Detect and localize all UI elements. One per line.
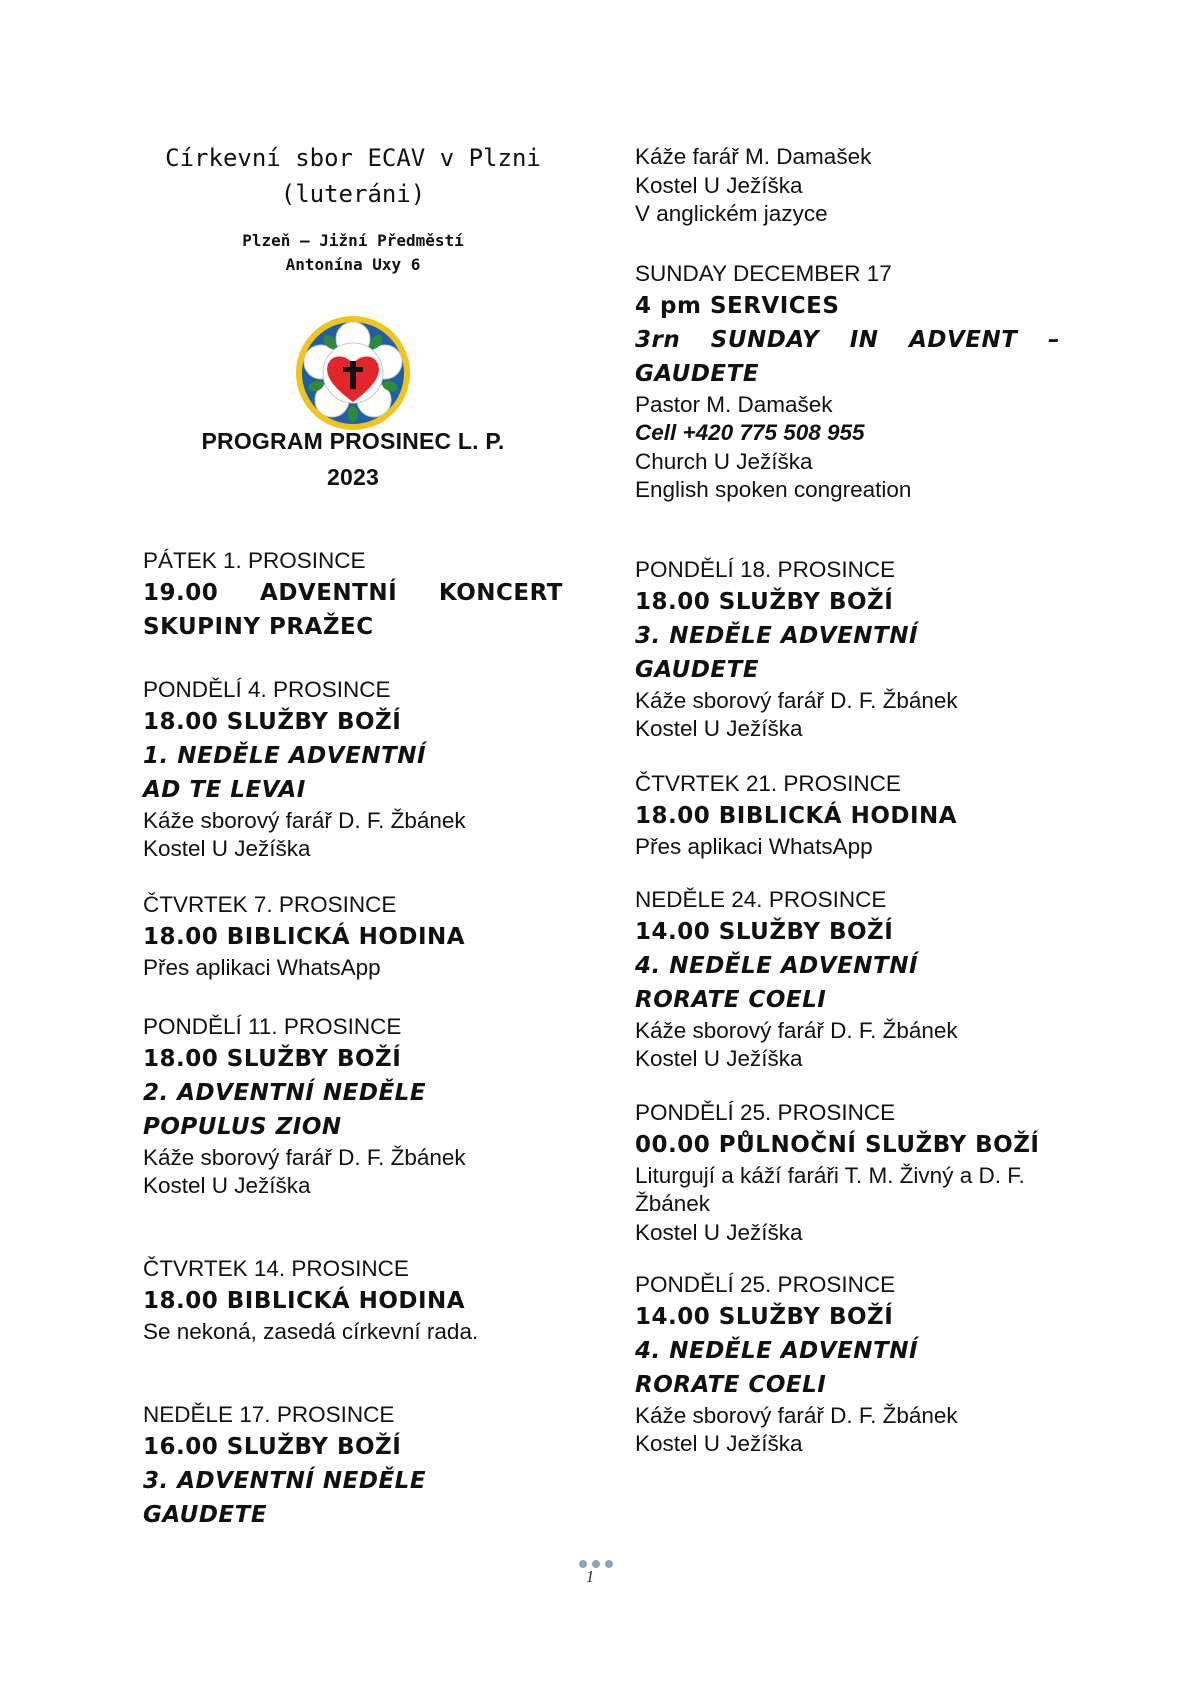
event-place: Kostel U Ježíška: [143, 1173, 311, 1198]
event-midnight-service: [635, 1099, 1060, 1247]
event-concert: [143, 547, 563, 644]
event-day: PONDĚLÍ 4. PROSINCE: [143, 677, 391, 702]
event-sunday-name: RORATE COELI: [635, 986, 827, 1013]
event-preacher: Káže farář M. Damašek: [635, 144, 872, 169]
event-sunday-name: POPULUS ZION: [143, 1113, 342, 1140]
event-preacher: Pastor M. Damašek: [635, 391, 833, 417]
event-time: 18.00 SLUŽBY BOŽÍ: [143, 1045, 402, 1072]
event-place: Kostel U Ježíška: [143, 836, 311, 861]
event-service: [143, 676, 563, 864]
event-time: 16.00 SLUŽBY BOŽÍ: [143, 1433, 402, 1460]
event-preacher: Káže sborový farář D. F. Žbánek: [143, 807, 466, 833]
event-day: ČTVRTEK 7. PROSINCE: [143, 892, 397, 917]
event-day: PONDĚLÍ 18. PROSINCE: [635, 557, 896, 582]
event-place: Kostel U Ježíška: [635, 1219, 803, 1245]
program-title: PROGRAM PROSINEC L. P. 2023: [201, 428, 505, 490]
event-sunday: 3rn SUNDAY IN ADVENT –: [635, 326, 1060, 353]
event-bible-hour: [635, 770, 1060, 861]
event-day: PONDĚLÍ 25. PROSINCE: [635, 1272, 896, 1297]
event-sunday-name: GAUDETE: [143, 1501, 268, 1528]
church-address: Plzeň – Jižní Předměstí Antonína Uxy 6: [242, 231, 464, 274]
event-service: [635, 886, 1060, 1074]
event-time: 00.00 PŮLNOČNÍ SLUŽBY BOŽÍ: [635, 1131, 1040, 1158]
event-sunday: 4. NEDĚLE ADVENTNÍ: [635, 952, 919, 979]
event-note: Přes aplikaci WhatsApp: [635, 833, 873, 859]
event-sunday-name: RORATE COELI: [635, 1371, 827, 1398]
page-number: 1: [585, 1567, 595, 1586]
event-sunday: 1. NEDĚLE ADVENTNÍ: [143, 742, 427, 769]
event-day: PÁTEK 1. PROSINCE: [143, 548, 366, 573]
event-time: 4 pm SERVICES: [635, 292, 840, 319]
event-time: 18.00 SLUŽBY BOŽÍ: [143, 708, 402, 735]
event-sunday-name: AD TE LEVAI: [143, 776, 306, 803]
event-sunday: 3. ADVENTNÍ NEDĚLE: [143, 1467, 427, 1494]
event-title: SKUPINY PRAŽEC: [143, 613, 374, 640]
event-service: [143, 1401, 563, 1532]
event-place: Kostel U Ježíška: [635, 1046, 803, 1071]
event-place: Kostel U Ježíška: [635, 1431, 803, 1456]
event-day: SUNDAY DECEMBER 17: [635, 261, 892, 286]
event-preacher: Káže sborový farář D. F. Žbánek: [635, 1017, 958, 1043]
event-language: V anglickém jazyce: [635, 201, 828, 226]
event-day: PONDĚLÍ 11. PROSINCE: [143, 1014, 402, 1039]
event-place: Church U Ježíška: [635, 448, 813, 474]
event-time: 18.00 BIBLICKÁ HODINA: [143, 923, 466, 950]
event-sunday: 4. NEDĚLE ADVENTNÍ: [635, 1337, 919, 1364]
event-english-service: [635, 260, 1060, 505]
event-preacher: Káže sborový farář D. F. Žbánek: [143, 1144, 466, 1170]
event-bible-hour: [143, 891, 563, 982]
event-sunday: 3. NEDĚLE ADVENTNÍ: [635, 622, 919, 649]
event-bible-hour: [143, 1255, 563, 1346]
event-liturgy: Liturgují a káží faráři T. M. Živný a D. F. Žbánek: [635, 1162, 1025, 1216]
event-sunday: 2. ADVENTNÍ NEDĚLE: [143, 1079, 427, 1106]
event-continuation: [635, 143, 1060, 229]
event-day: PONDĚLÍ 25. PROSINCE: [635, 1100, 896, 1125]
event-note: Přes aplikaci WhatsApp: [143, 954, 381, 980]
event-day: ČTVRTEK 14. PROSINCE: [143, 1256, 409, 1281]
event-day: NEDĚLE 24. PROSINCE: [635, 887, 887, 912]
event-time: 18.00 BIBLICKÁ HODINA: [635, 802, 958, 829]
church-name: Církevní sbor ECAV v Plzni (luteráni): [165, 144, 541, 208]
event-sunday-name: GAUDETE: [635, 360, 760, 387]
event-phone: Cell +420 775 508 955: [635, 420, 865, 445]
event-service: [635, 556, 1060, 744]
event-note: Se nekoná, zasedá církevní rada.: [143, 1318, 479, 1344]
event-time: 14.00 SLUŽBY BOŽÍ: [635, 918, 894, 945]
event-service: [143, 1013, 563, 1201]
event-preacher: Káže sborový farář D. F. Žbánek: [635, 1402, 958, 1428]
event-day: ČTVRTEK 21. PROSINCE: [635, 771, 901, 796]
event-preacher: Káže sborový farář D. F. Žbánek: [635, 687, 958, 713]
event-day: NEDĚLE 17. PROSINCE: [143, 1402, 395, 1427]
event-place: Kostel U Ježíška: [635, 172, 803, 198]
event-sunday-name: GAUDETE: [635, 656, 760, 683]
luther-rose-icon: [294, 314, 412, 437]
event-place: Kostel U Ježíška: [635, 716, 803, 741]
event-time: 14.00 SLUŽBY BOŽÍ: [635, 1303, 894, 1330]
event-language: English spoken congreation: [635, 477, 912, 502]
event-time-line: 19.00 ADVENTNÍ KONCERT: [143, 579, 563, 606]
event-time: 18.00 SLUŽBY BOŽÍ: [635, 588, 894, 615]
event-service: [635, 1271, 1060, 1459]
event-time: 18.00 BIBLICKÁ HODINA: [143, 1287, 466, 1314]
